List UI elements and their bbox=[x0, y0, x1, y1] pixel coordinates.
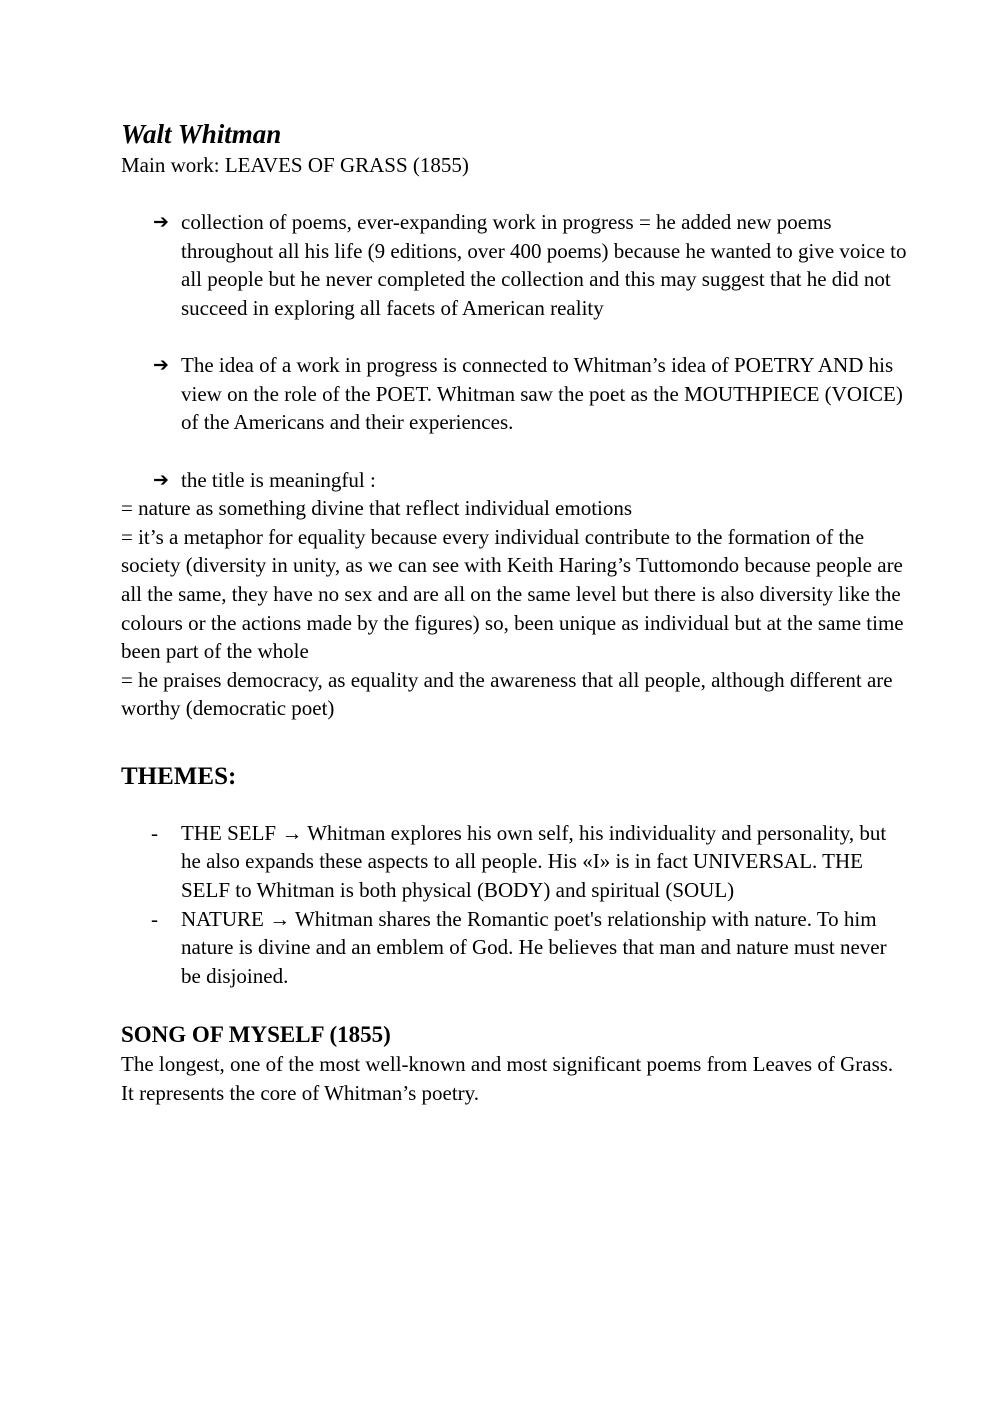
bullet-item bbox=[121, 351, 911, 437]
spacer bbox=[121, 180, 911, 209]
themes-heading: THEMES: bbox=[121, 762, 237, 790]
song-description: The longest, one of the most well-known and most significant poems from Leaves of Grass. It represents the core of Whitman’s poetry. bbox=[121, 1052, 894, 1106]
document-title: Walt Whitman bbox=[121, 119, 282, 149]
bullet-text: the title is meaningful : bbox=[181, 467, 376, 492]
title-point: = it’s a metaphor for equality because every individual contribute to the formation of the society (diversity in unity, as we can see with Keith Haring’s Tuttomondo because people are all the same, they have no sex and are all on the same level but there is also diversity like the colours or the actions made by the figures) so, been unique as individual but at the same time been part of the whole bbox=[121, 524, 904, 664]
spacer bbox=[121, 990, 911, 1020]
main-work-line: Main work: LEAVES OF GRASS (1855) bbox=[121, 153, 469, 177]
arrow-icon: ➔ bbox=[153, 468, 169, 491]
arrow-icon: ➔ bbox=[153, 354, 169, 377]
theme-text: NATURE → Whitman shares the Romantic poet's relationship with nature. To him nature is divine and an emblem of God. He believes that man and nature must never be disjoined. bbox=[181, 906, 887, 988]
spacer bbox=[121, 723, 911, 761]
theme-text: THE SELF → Whitman explores his own self, his individuality and personality, but he also expands these aspects to all people. His «I» is in fact UNIVERSAL. THE SELF to Whitman is both physical (BODY) and spiritual (SOUL) bbox=[181, 820, 887, 903]
bullet-text: collection of poems, ever-expanding work in progress = he added new poems throughout all his life (9 editions, over 400 poems) because he wanted to give voice to all people but he never completed the collection and this may suggest that he did not succeed in exploring all facets of American reality bbox=[181, 210, 907, 320]
document-page bbox=[121, 117, 911, 1108]
title-point: = he praises democracy, as equality and the awareness that all people, although different are worthy (democratic poet) bbox=[121, 667, 893, 721]
spacer bbox=[121, 437, 911, 466]
dash-marker: - bbox=[151, 820, 158, 845]
spacer bbox=[121, 323, 911, 352]
dash-marker: - bbox=[151, 906, 158, 931]
title-point: = nature as something divine that reflect individual emotions bbox=[121, 496, 633, 521]
theme-item bbox=[121, 819, 911, 905]
spacer bbox=[121, 793, 911, 819]
bullet-item bbox=[121, 208, 911, 322]
theme-item bbox=[121, 905, 911, 991]
arrow-icon: ➔ bbox=[153, 211, 169, 234]
bullet-text: The idea of a work in progress is connected to Whitman’s idea of POETRY AND his view on the role of the POET. Whitman saw the poet as the MOUTHPIECE (VOICE) of the Americans and their experiences. bbox=[181, 353, 903, 435]
bullet-item bbox=[121, 466, 911, 495]
song-heading: SONG OF MYSELF (1855) bbox=[121, 1022, 391, 1048]
